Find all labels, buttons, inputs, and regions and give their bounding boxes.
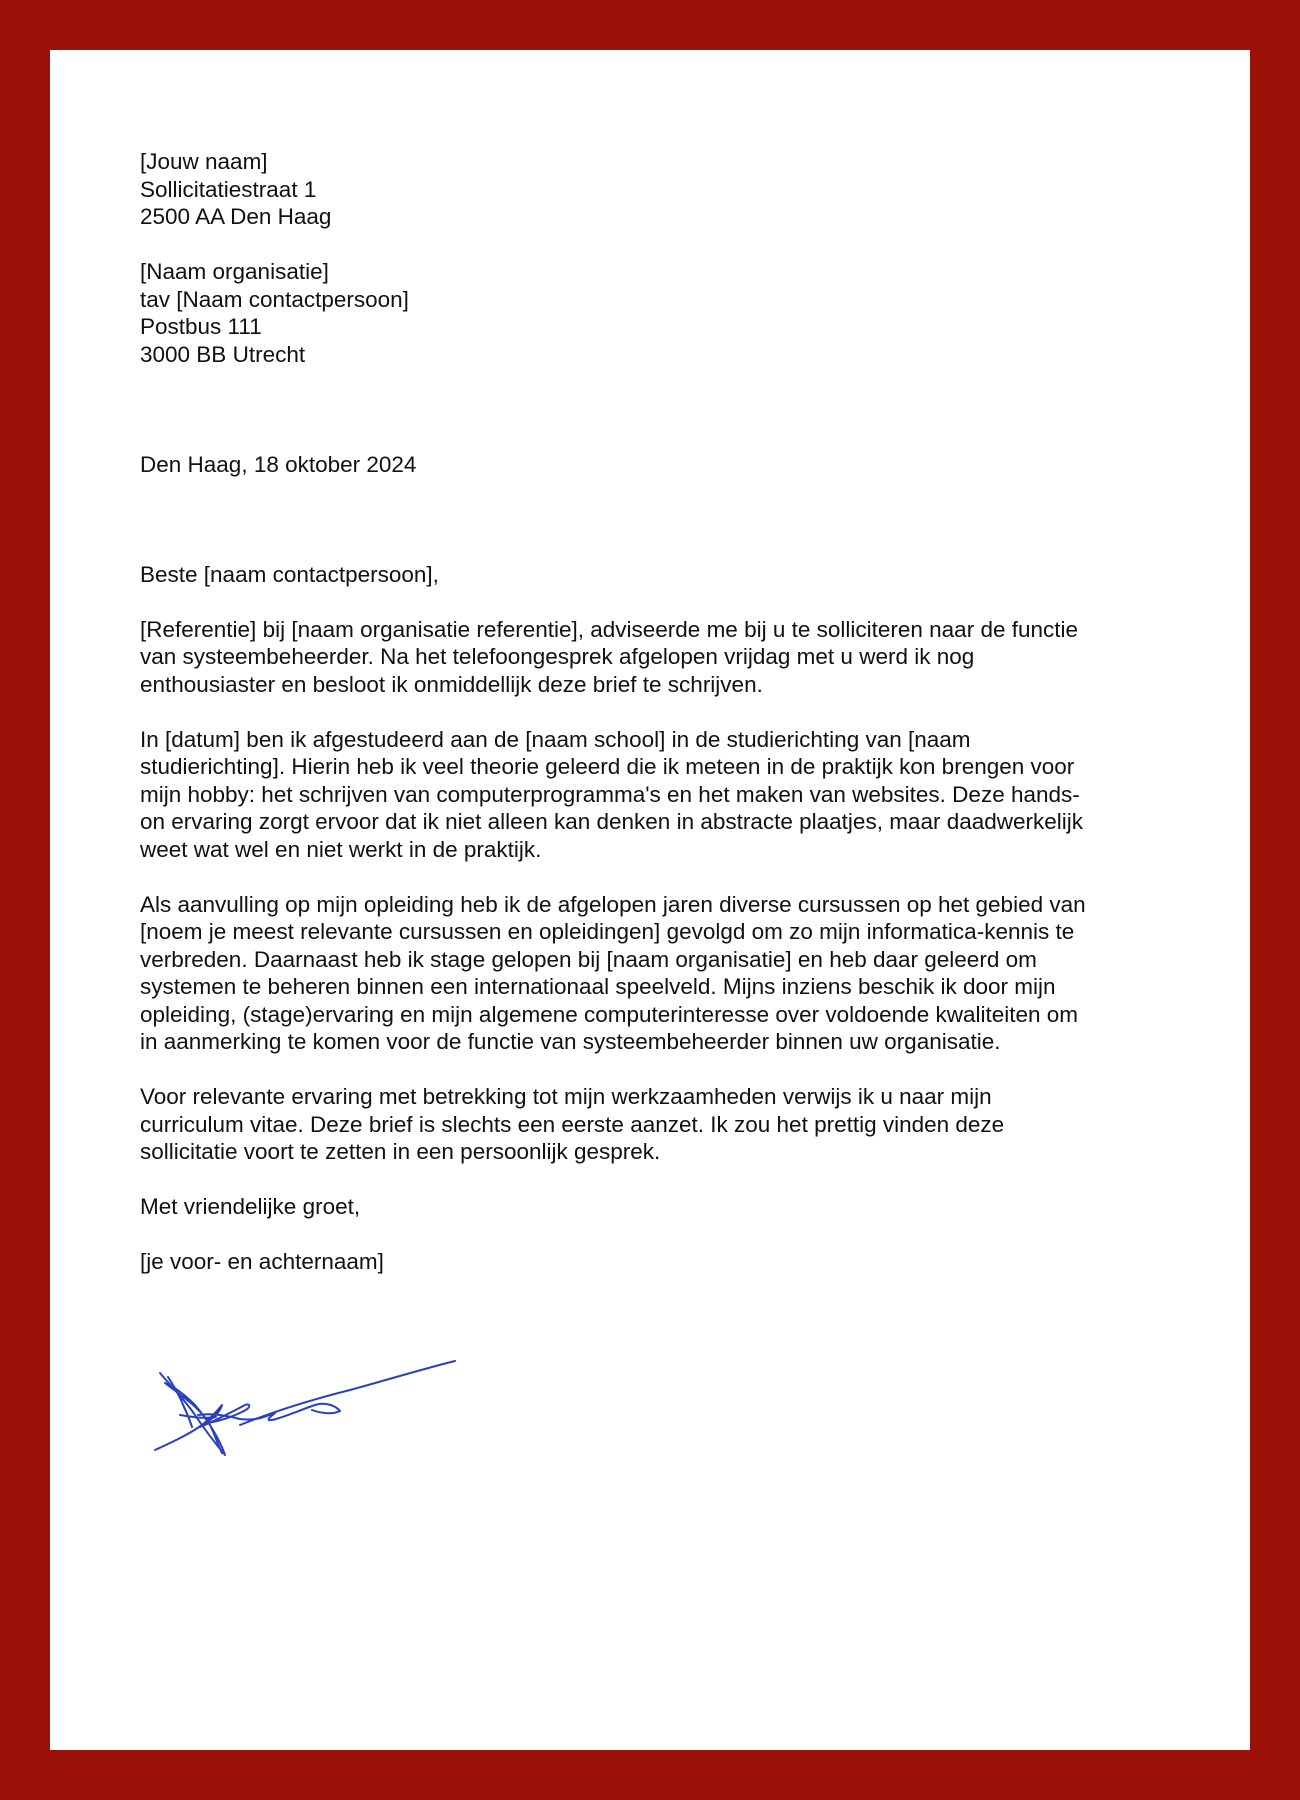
date-line: Den Haag, 18 oktober 2024 [140, 451, 417, 477]
paragraph-line: Als aanvulling op mijn opleiding heb ik de afgelopen jaren diverse cursussen op het gebied van [140, 891, 1086, 917]
paragraph-line: [noem je meest relevante cursussen en opleidingen] gevolgd om zo mijn informatica-kennis te [140, 919, 1075, 944]
paragraph-line: [Referentie] bij [naam organisatie referentie], adviseerde me bij u te solliciteren naar de functie [140, 616, 1079, 642]
closing [140, 1193, 1170, 1221]
sender-address [140, 148, 1170, 231]
handwritten-signature [140, 1355, 460, 1475]
paragraph-line: mijn hobby: het schrijven van computerprogramma's en het maken van websites. Deze hands- [140, 781, 1080, 807]
letter-body [140, 148, 1170, 1276]
letter-page [50, 50, 1250, 1750]
signoff [140, 1248, 1170, 1276]
paragraph-line: Voor relevante ervaring met betrekking tot mijn werkzaamheden verwijs ik u naar mijn [140, 1084, 992, 1109]
closing-line: Met vriendelijke groet, [140, 1194, 361, 1219]
salutation-line: Beste [naam contactpersoon], [140, 561, 439, 587]
paragraph-experience [140, 891, 1170, 1056]
paragraph-line: sollicitatie voort te zetten in een persoonlijk gesprek. [140, 1139, 661, 1164]
paragraph-closing-request [140, 1083, 1170, 1166]
signoff-name: [je voor- en achternaam] [140, 1249, 384, 1274]
recipient-postbox: Postbus 111 [140, 314, 262, 339]
paragraph-education [140, 726, 1170, 864]
letter-date [140, 451, 1170, 479]
paragraph-line: studierichting]. Hierin heb ik veel theorie geleerd die ik meteen in de praktijk kon brengen voor [140, 754, 1075, 779]
sender-street: Sollicitatiestraat 1 [140, 176, 317, 202]
sender-name: [Jouw naam] [140, 149, 268, 174]
paragraph-line: systemen te beheren binnen een internationaal speelveld. Mijns inziens beschik ik door mijn [140, 974, 1056, 999]
paragraph-line: verbreden. Daarnaast heb ik stage gelopen bij [naam organisatie] en heb daar geleerd om [140, 946, 1037, 972]
recipient-address [140, 258, 1170, 368]
paragraph-line: enthousiaster en besloot ik onmiddellijk deze brief te schrijven. [140, 671, 763, 697]
paragraph-line: in aanmerking te komen voor de functie van systeembeheerder binnen uw organisatie. [140, 1029, 1001, 1054]
recipient-organisation: [Naam organisatie] [140, 259, 329, 284]
recipient-city: 3000 BB Utrecht [140, 341, 306, 367]
recipient-attention: tav [Naam contactpersoon] [140, 286, 409, 312]
paragraph-line: opleiding, (stage)ervaring en mijn algemene computerinteresse over voldoende kwaliteiten om [140, 1001, 1079, 1027]
paragraph-referral [140, 616, 1170, 699]
paragraph-line: weet wat wel en niet werkt in de praktijk. [140, 836, 542, 862]
sender-city: 2500 AA Den Haag [140, 204, 332, 229]
paragraph-line: curriculum vitae. Deze brief is slechts een eerste aanzet. Ik zou het prettig vinden deze [140, 1111, 1005, 1137]
paragraph-line: on ervaring zorgt ervoor dat ik niet alleen kan denken in abstracte plaatjes, maar daadwerkelijk [140, 809, 1084, 834]
paragraph-line: van systeembeheerder. Na het telefoongesprek afgelopen vrijdag met u werd ik nog [140, 644, 975, 669]
signature-stroke [155, 1404, 249, 1450]
salutation [140, 561, 1170, 589]
paragraph-line: In [datum] ben ik afgestudeerd aan de [naam school] in de studierichting van [naam [140, 726, 971, 752]
